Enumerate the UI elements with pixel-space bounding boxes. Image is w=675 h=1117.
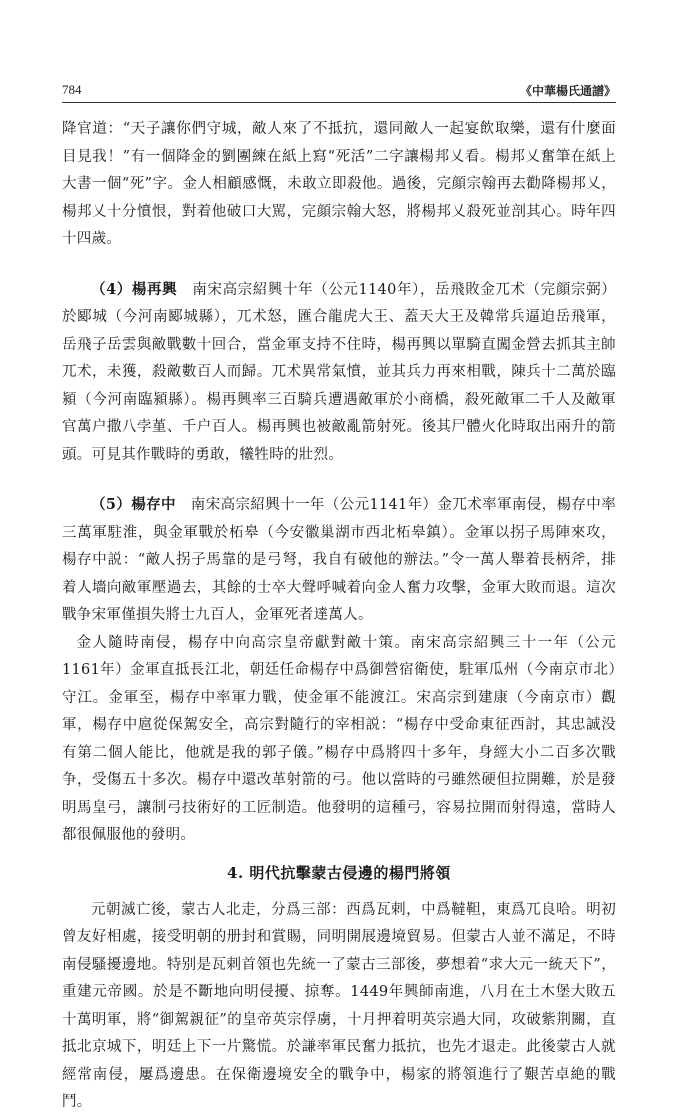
paragraph-continuation: 降官道：“天子讓你們守城，敵人來了不抵抗，還同敵人一起宴飲取樂，還有什麼面目見我！”有一個降金的劉團練在紙上寫“死活”二字讓楊邦乂看。楊邦乂奮筆在紙上大書一個“死”字。金人相顧感慨，未敢立即殺他。過後，完顔宗翰再去勸降楊邦乂，楊邦乂十分憤恨，對着他破口大駡，完顔宗翰大怒，將楊邦乂殺死並剖其心。時年四十四歲。 bbox=[62, 121, 616, 247]
page-header bbox=[62, 80, 616, 104]
running-title: 《中華楊氏通譜》 bbox=[519, 84, 616, 98]
paragraph-yang-cunzhong-body: 南宋高宗紹興十一年（公元1141年）金兀术率軍南侵，楊存中率三萬軍駐淮，與金軍戰於柘皋（今安徽巢湖市西北柘皋鎮）。金軍以拐子馬陣來攻，楊存中説：“敵人拐子馬靠的是弓弩，我自有破他的辦法。”令一萬人舉着長柄斧，排着人墻向敵軍壓過去，其餘的士卒大聲呼喊着向金人奮力攻擊，金軍大敗而退。這次戰争宋軍僅損失將士九百人，金軍死者達萬人。 bbox=[62, 497, 616, 623]
page-number: 784 bbox=[62, 82, 82, 97]
paragraph-yang-zaixing bbox=[62, 276, 616, 470]
paragraph-yang-cunzhong bbox=[62, 491, 616, 630]
subheading-yang-zaixing: （4）楊再興 bbox=[91, 280, 178, 298]
header-rule bbox=[62, 102, 616, 103]
paragraph-yang-zaixing-body: 南宋高宗紹興十年（公元1140年），岳飛敗金兀术（完顔宗弼）於郾城（今河南郾城縣），兀术怒，匯合龍虎大王、蓋天大王及韓常兵逼迫岳飛軍，岳飛子岳雲與敵戰數十回合，當金軍支持不住時，楊再興以單騎直闖金營去抓其主帥兀术，未獲，殺敵數百人而歸。兀术異常氣憤，並其兵力再來相戰，陳兵十二萬於臨潁（今河南臨潁縣）。楊再興率三百騎兵遭遇敵軍於小商橋，殺死敵軍二千人及敵軍官萬户撒八孛堇、千户百人。楊再興也被敵亂箭射死。後其尸體火化時取出兩升的箭頭。可見其作戰時的勇敢，犧牲時的壯烈。 bbox=[62, 281, 617, 463]
page-body bbox=[62, 116, 616, 1117]
subheading-yang-cunzhong: （5）楊存中 bbox=[91, 496, 176, 513]
section-title: 4. 明代抗擊蒙古侵邊的楊門將領 bbox=[227, 863, 451, 882]
paragraph-yang-cunzhong-2: 金人隨時南侵，楊存中向高宗皇帝獻對敵十策。南宋高宗紹興三十一年（公元1161年）金軍直抵長江北，朝廷任命楊存中爲御營宿衛使，駐軍瓜州（今南京市北）守江。金軍至，楊存中率軍力戰，使金軍不能渡江。宋高宗到建康（今南京市）觀軍，楊存中扈從保駕安全，高宗對隨行的宰相説：“楊存中受命東征西討，其忠誠没有第二個人能比，他就是我的郭子儀。”楊存中爲將四十多年，身經大小二百多次戰争，受傷五十多次。楊存中還改革射箭的弓。他以當時的弓雖然硬但拉開難，於是發明馬皇弓，讓制弓技術好的工匠制造。他發明的這種弓，容易拉開而射得遠，當時人都很佩服他的發明。 bbox=[62, 634, 616, 843]
paragraph-ming-intro: 元朝滅亡後，蒙古人北走，分爲三部：西爲瓦剌，中爲韃靼，東爲兀良哈。明初曾友好相處，接受明朝的册封和賞賜，同明開展邊境貿易。但蒙古人並不滿足，不時南侵騷擾邊地。特别是瓦剌首領也先統一了蒙古三部後，夢想着“求大元一統天下”，重建元帝國。於是不斷地向明侵擾、掠奪。1449年興師南進，八月在土木堡大敗五十萬明軍，將“御駕親征”的皇帝英宗俘虜，十月押着明英宗過大同，攻破紫荆關，直抵北京城下，明廷上下一片驚慌。於謙率軍民奮力抵抗，也先才退走。此後蒙古人就經常南侵，屢爲邊患。在保衛邊境安全的戰争中，楊家的將領進行了艱苦卓絶的戰鬥。 bbox=[62, 901, 616, 1110]
